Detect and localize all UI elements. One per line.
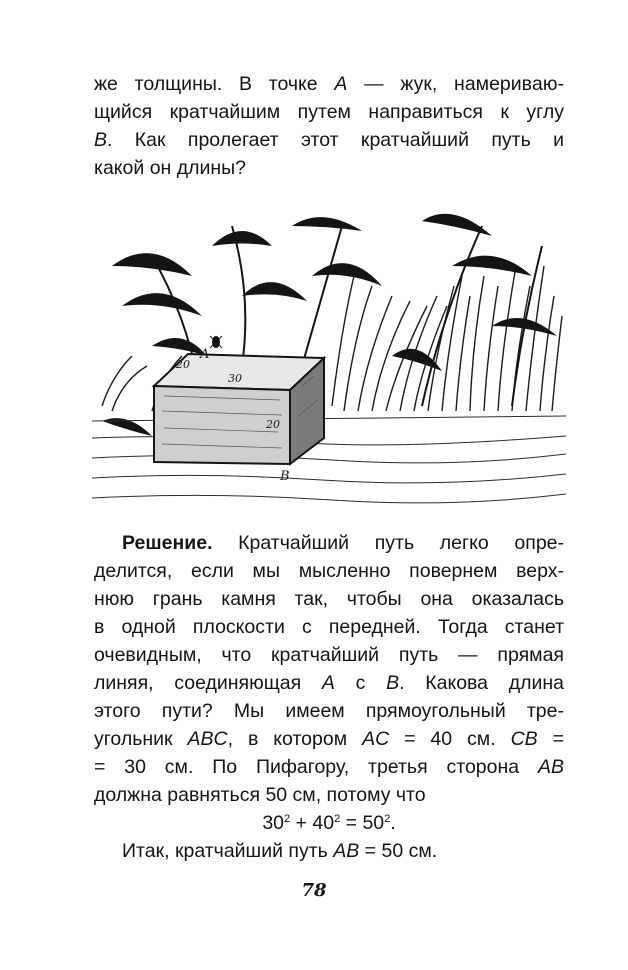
formula-part: 30	[262, 812, 285, 834]
text-span: этого пути? Мы имеем прямоугольный тре-	[94, 700, 564, 722]
beetle-icon	[210, 336, 222, 348]
text-line	[94, 641, 564, 669]
exponent: 2	[284, 813, 291, 825]
triangle-label: ABC	[187, 728, 228, 750]
solution-heading: Решение.	[122, 532, 213, 554]
formula-part: 40	[312, 812, 335, 834]
text-span: Кратчайший путь легко опре-	[212, 532, 564, 554]
text-span: очевидным, что кратчайший путь — прямая	[94, 644, 564, 666]
formula-part: =	[340, 812, 363, 834]
segment-label: AB	[333, 840, 360, 862]
formula-part: 50	[362, 812, 385, 834]
point-label: B	[386, 672, 400, 694]
top-length-label: 30	[228, 372, 242, 385]
side-height-label: 20	[266, 418, 280, 431]
solution-paragraph	[94, 529, 564, 865]
depth-label: 20	[176, 358, 190, 371]
text-line	[94, 585, 564, 613]
text-span: нюю грань камня так, чтобы она оказалась	[94, 588, 564, 610]
stone-block-illustration	[92, 206, 566, 510]
text-span: какой он длины?	[94, 157, 247, 179]
pythagoras-formula	[94, 809, 564, 837]
conclusion-line	[94, 837, 564, 865]
segment-label: AC	[362, 728, 390, 750]
text-span: = 50 см.	[359, 840, 438, 862]
text-span: делится, если мы мысленно повернем верх-	[94, 560, 564, 582]
text-line	[94, 753, 564, 781]
point-label: A	[334, 73, 348, 95]
point-a-label: A	[200, 347, 210, 362]
text-span: . Какова длина	[399, 672, 564, 694]
segment-label: AB	[537, 756, 564, 778]
text-line	[94, 669, 564, 697]
segment-label: CB	[510, 728, 538, 750]
text-span: = 30 см. По Пифагору, третья сторона	[94, 756, 538, 778]
text-line	[94, 725, 564, 753]
text-line	[94, 529, 564, 557]
exponent: 2	[334, 813, 341, 825]
intro-paragraph	[94, 70, 564, 182]
point-label: B	[94, 129, 108, 151]
text-span: =	[537, 728, 564, 750]
text-span: Итак, кратчайший путь	[122, 840, 334, 862]
text-span: . Как пролегает этот кратчайший путь и	[107, 129, 564, 151]
text-span: в одной плоскости с передней. Тогда станет	[94, 616, 564, 638]
text-span: с	[334, 672, 387, 694]
text-span: должна равняться 50 см, потому что	[94, 784, 426, 806]
formula-part: .	[390, 812, 396, 834]
page-number: 78	[301, 880, 327, 901]
text-span: щийся кратчайшим путем направиться к углу	[94, 101, 564, 123]
text-span: = 40 см.	[389, 728, 511, 750]
text-line	[94, 154, 564, 182]
text-line	[94, 781, 564, 809]
formula-part: +	[290, 812, 313, 834]
text-line	[94, 697, 564, 725]
text-line	[94, 126, 564, 154]
text-line	[94, 98, 564, 126]
text-span: же толщины. В точке	[94, 73, 335, 95]
point-b-label: B	[280, 469, 290, 484]
text-span: линяя, соединяющая	[94, 672, 322, 694]
text-line	[94, 70, 564, 98]
text-span: — жук, намеривaю-	[347, 73, 564, 95]
text-span: угольник	[94, 728, 188, 750]
text-span: , в котором	[227, 728, 363, 750]
point-label: A	[321, 672, 335, 694]
exponent: 2	[384, 813, 391, 825]
text-line	[94, 613, 564, 641]
text-line	[94, 557, 564, 585]
